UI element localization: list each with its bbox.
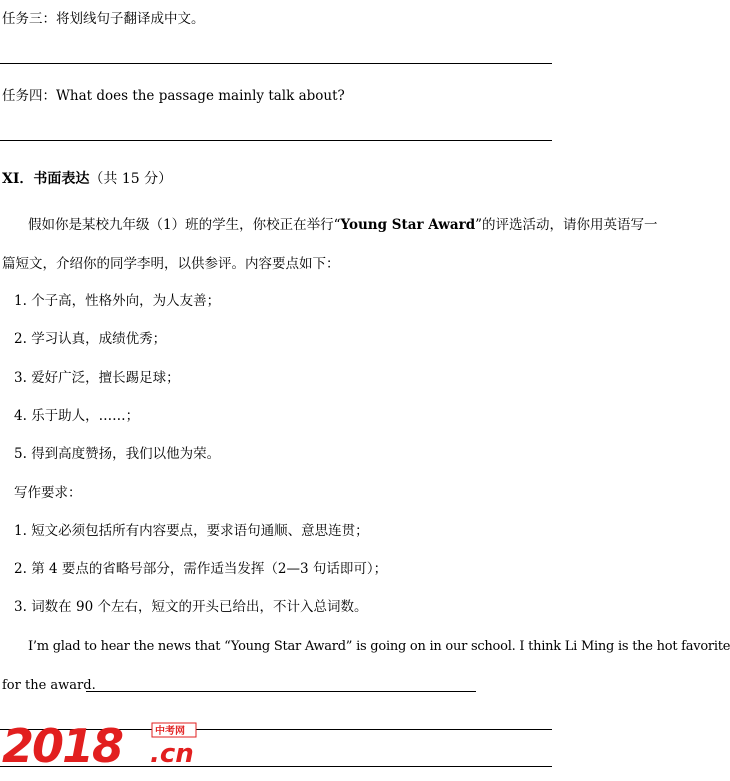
requirements-heading: 写作要求： [14, 485, 82, 501]
answer-line-continuation [86, 691, 476, 692]
intro-line-1 [28, 216, 658, 234]
point-number: 5. [14, 446, 27, 462]
section-score: （共 15 分） [89, 171, 173, 187]
award-name: Young Star Award [340, 217, 476, 233]
watermark-site-name: 中考网 [155, 726, 185, 737]
requirement-item [14, 598, 367, 616]
watermark-domain: .cn [150, 739, 194, 769]
task4-label: 任务四：What does the passage mainly talk about? [2, 88, 345, 104]
answer-line-task3 [0, 63, 552, 64]
point-number: 2. [14, 331, 27, 347]
requirement-item [14, 522, 369, 540]
point-text: 学习认真，成绩优秀； [31, 331, 167, 347]
requirement-text: 第 4 要点的省略号部分，需作适当发挥（2—3 句话即可）； [31, 561, 388, 577]
task3-label: 任务三：将划线句子翻译成中文。 [2, 11, 205, 27]
section-title: 书面表达 [33, 171, 90, 187]
watermark-logo-text: 2018 [2, 719, 123, 773]
requirement-text: 词数在 90 个左右，短文的开头已给出，不计入总词数。 [31, 599, 368, 615]
point-text: 得到高度赞扬，我们以他为荣。 [31, 446, 221, 462]
opening-line-1: I’m glad to hear the news that “Young Star Award” is going on in our school. I think Li Ming is the hot favorite [28, 639, 730, 654]
point-text: 乐于助人，……； [31, 408, 140, 424]
requirement-number: 2. [14, 561, 27, 577]
section-heading [2, 170, 172, 188]
requirement-text: 短文必须包括所有内容要点，要求语句通顺、意思连贯； [31, 523, 369, 539]
requirement-number: 1. [14, 523, 27, 539]
section-number: XI． [2, 171, 34, 187]
content-point [14, 292, 220, 310]
opening-line-2: for the award. [2, 678, 96, 693]
intro-text-post: ”的评选活动，请你用英语写一 [475, 217, 658, 233]
requirement-item [14, 560, 387, 578]
point-text: 爱好广泛，擅长踢足球； [31, 370, 180, 386]
intro-line-2: 篇短文，介绍你的同学李明，以供参评。内容要点如下： [2, 256, 340, 272]
content-point [14, 445, 220, 463]
site-watermark-logo [0, 718, 210, 778]
content-point [14, 330, 166, 348]
point-number: 3. [14, 370, 27, 386]
point-number: 4. [14, 408, 27, 424]
content-point [14, 407, 139, 425]
requirement-number: 3. [14, 599, 27, 615]
point-number: 1. [14, 293, 27, 309]
point-text: 个子高，性格外向，为人友善； [31, 293, 221, 309]
answer-line-task4 [0, 140, 552, 141]
intro-text-pre: 假如你是某校九年级（1）班的学生，你校正在举行“ [28, 217, 341, 233]
content-point [14, 369, 180, 387]
